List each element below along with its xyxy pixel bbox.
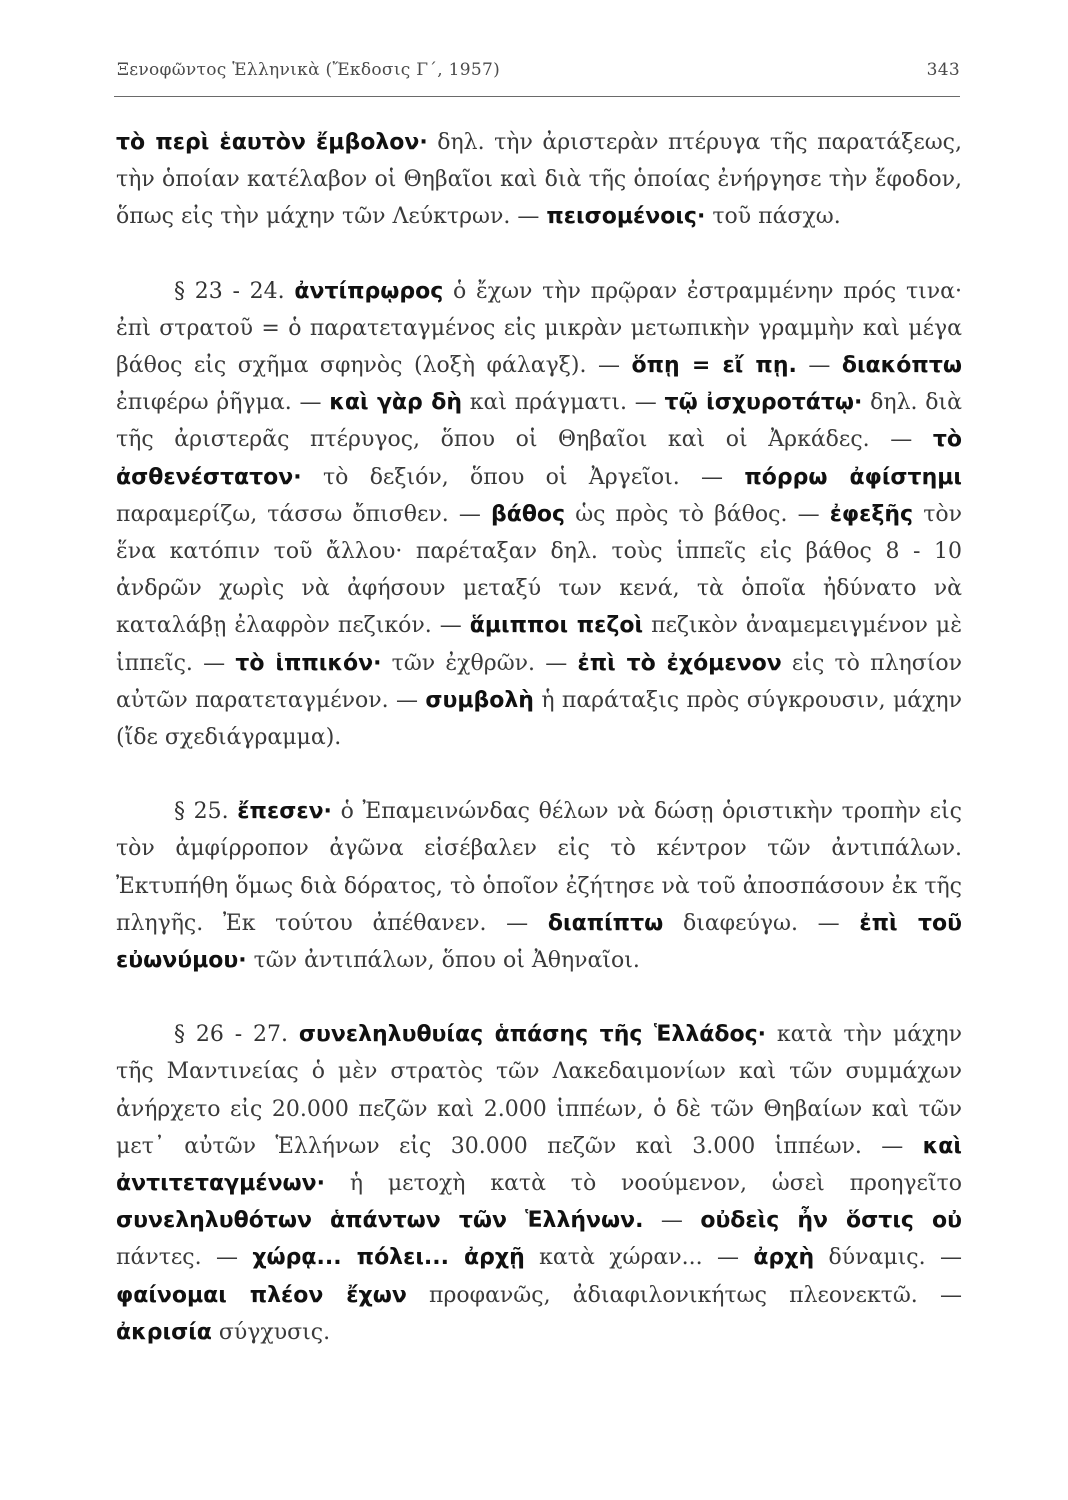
paragraph (116, 1016, 962, 1351)
lemma: συνεληλυθυίας ἁπάσης τῆς Ἑλλάδος· (298, 1022, 766, 1048)
gloss-text: κατὰ τὴν μάχην τῆς Μαντινείας ὁ μὲν στρατὸς τῶν Λακεδαιμονίων καὶ τῶν συμμάχων ἀνήρχετο εἰς 20.000 πεζῶν καὶ 2.000 ἱππέων, ὁ δὲ τῶν Θηβαίων καὶ τῶν μετ᾽ αὐτῶν Ἑλλήνων εἰς 30.000 πεζῶν καὶ 3.000 ἱππέων. — (116, 1022, 962, 1159)
gloss-text: σύγχυσις. (211, 1319, 331, 1345)
gloss-text: τοῦ πάσχω. (705, 204, 841, 230)
gloss-text: ὁ Ἐπαμεινώνδας θέλων νὰ δώσῃ ὁριστικὴν τροπὴν εἰς τὸν ἀμφίρροπον ἀγῶνα εἰσέβαλεν εἰς τὸ κέντρον τῶν ἀντιπάλων. Ἐκτυπήθη ὅμως διὰ δόρατος, τὸ ὁποῖον ἐζήτησε νὰ τοῦ ἀποσπάσουν ἐκ τῆς πληγῆς. Ἐκ τούτου ἀπέθανεν. — (116, 799, 962, 936)
gloss-text: κατὰ χώραν... — (524, 1245, 754, 1271)
gloss-text: προφανῶς, ἀδιαφιλονικήτως πλεονεκτῶ. — (406, 1282, 962, 1308)
gloss-text: δύναμις. — (814, 1245, 962, 1271)
section-number: § 25. (174, 799, 229, 825)
gloss-text: ἡ μετοχὴ κατὰ τὸ νοούμενον, ὡσεὶ προηγεῖτο (325, 1171, 962, 1197)
gloss-text: — (643, 1208, 701, 1234)
lemma: διακόπτω (841, 353, 962, 379)
gloss-text: δηλ. τὴν ἀριστερὰν πτέρυγα τῆς παρατάξεως, τὴν ὁποίαν κατέλαβον οἱ Θηβαῖοι καὶ διὰ τῆς ὁποίας ἐνήργησε τὴν ἔφοδον, ὅπως εἰς τὴν μάχην τῶν Λεύκτρων. — (116, 130, 962, 230)
lemma: πεισομένοις· (546, 204, 706, 230)
gloss-text: τὸ δεξιόν, ὅπου οἱ Ἀργεῖοι. — (301, 464, 745, 490)
running-title: Ξενοφῶντος Ἑλληνικὰ (Ἔκδοσις Γ΄, 1957) (117, 60, 501, 80)
lemma: συμβολὴ (425, 687, 534, 713)
lemma: ὅπῃ = εἴ πῃ. (631, 353, 797, 379)
gloss-text: δηλ. διὰ τῆς ἀριστερᾶς πτέρυγος, ὅπου οἱ Θηβαῖοι καὶ οἱ Ἀρκάδες. — (116, 390, 963, 453)
lemma: ἐφεξῆς (829, 501, 914, 527)
gloss-text: — (796, 353, 842, 379)
gloss-text: πάντες. — (116, 1245, 253, 1271)
lemma: τῷ ἰσχυροτάτῳ· (664, 390, 863, 416)
lemma: ἔπεσεν· (237, 799, 332, 825)
lemma: ἐπὶ τοῦ εὐωνύμου· (116, 910, 963, 974)
lemma: διαπίπτω (547, 910, 664, 936)
lemma: ἀντίπρῳρος (294, 278, 444, 304)
section-number: § 23 - 24. (174, 278, 285, 304)
lemma: τὸ περὶ ἑαυτὸν ἔμβολον· (116, 130, 428, 155)
lemma: χώρᾳ... πόλει... ἀρχῇ (252, 1245, 525, 1271)
running-head (117, 60, 960, 80)
commentary-text (116, 124, 962, 1351)
lemma: ἀρχὴ (753, 1245, 815, 1271)
lemma: οὐδεὶς ἦν ὅστις οὐ (700, 1208, 962, 1234)
gloss-text: ἐπιφέρω ῥῆγμα. — (116, 390, 330, 416)
lemma: τὸ ἀσθενέστατον· (116, 427, 962, 490)
gloss-text: ἡ παράταξις πρὸς σύγκρουσιν, μάχην (ἴδε σχεδιάγραμμα). (116, 687, 962, 751)
gloss-text: εἰς τὸ πλησίον αὐτῶν παρατεταγμένον. — (116, 650, 962, 713)
gloss-text: παραμερίζω, τάσσω ὄπισθεν. — (116, 501, 491, 527)
page-number: 343 (926, 60, 960, 80)
section-number: § 26 - 27. (174, 1022, 288, 1048)
lemma: καὶ ἀντιτεταγμένων· (116, 1133, 962, 1197)
gloss-text: ὡς πρὸς τὸ βάθος. — (565, 501, 830, 527)
lemma: τὸ ἱππικόν· (235, 650, 382, 676)
lemma: ἅμιπποι πεζοὶ (469, 613, 644, 639)
gloss-text: ὁ ἔχων τὴν πρῷραν ἐστραμμένην πρός τινα· ἐπὶ στρατοῦ = ὁ παρατεταγμένος εἰς μικρὰν μετωπικὴν γραμμὴν καὶ μέγα βάθος εἰς σχῆμα σφηνὸς (λοξὴ φάλαγξ). — (116, 278, 962, 379)
gloss-text: διαφεύγω. — (663, 910, 860, 936)
paragraph (116, 124, 962, 236)
gloss-text: καὶ πράγματι. — (461, 390, 665, 416)
lemma: συνεληλυθότων ἁπάντων τῶν Ἑλλήνων. (116, 1208, 644, 1234)
lemma: πόρρω ἀφίστημι (744, 464, 962, 490)
lemma: ἀκρισία (116, 1319, 212, 1345)
lemma: ἐπὶ τὸ ἐχόμενον (577, 650, 782, 676)
gloss-text: τῶν ἀντιπάλων, ὅπου οἱ Ἀθηναῖοι. (246, 948, 640, 974)
header-rule (114, 96, 960, 97)
paragraph (116, 793, 962, 979)
gloss-text: πεζικὸν ἀναμεμειγμένον μὲ ἱππεῖς. — (116, 613, 962, 676)
lemma: καὶ γὰρ δὴ (329, 390, 462, 416)
lemma: βάθος (490, 501, 566, 527)
gloss-text: τὸν ἕνα κατόπιν τοῦ ἄλλου· παρέταξαν δηλ. τοὺς ἱππεῖς εἰς βάθος 8 - 10 ἀνδρῶν χωρὶς νὰ ἀφήσουν μεταξύ των κενά, τὰ ὁποῖα ἠδύνατο νὰ καταλάβῃ ἐλαφρὸν πεζικόν. — (116, 501, 962, 639)
gloss-text: τῶν ἐχθρῶν. — (381, 650, 578, 676)
paragraph (116, 273, 962, 757)
lemma: φαίνομαι πλέον ἔχων (116, 1282, 407, 1308)
